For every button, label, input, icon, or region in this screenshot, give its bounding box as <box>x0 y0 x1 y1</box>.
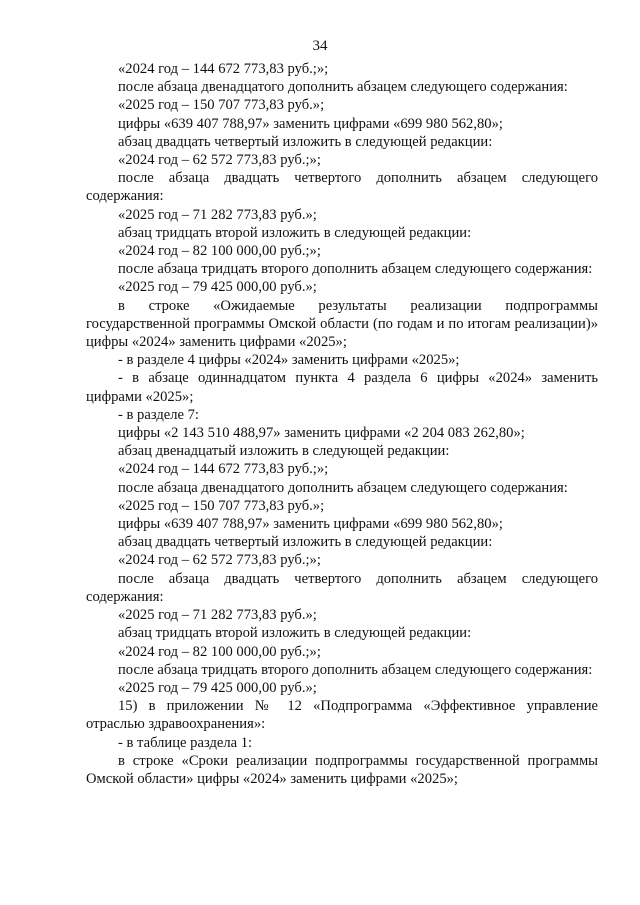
paragraph: в строке «Ожидаемые результаты реализации подпрограммы государственной программы Омской области (по годам и по итогам реализации)» цифры «2024» заменить цифрами «2025»; <box>86 297 598 351</box>
paragraph: абзац двадцать четвертый изложить в следующей редакции: <box>118 534 493 551</box>
paragraph: цифры «639 407 788,97» заменить цифрами «699 980 562,80»; <box>118 516 503 533</box>
paragraph: «2024 год – 144 672 773,83 руб.;»; <box>118 61 329 77</box>
paragraph: «2024 год – 62 572 773,83 руб.;»; <box>118 152 321 169</box>
paragraph: в строке «Сроки реализации подпрограммы государственной программы Омской области» цифры «2024» заменить цифрами «2025»; <box>86 752 598 787</box>
document-body <box>86 60 598 788</box>
paragraph: «2025 год – 150 707 773,83 руб.»; <box>118 497 325 514</box>
paragraph: «2025 год – 150 707 773,83 руб.»; <box>118 97 325 114</box>
paragraph: после абзаца тридцать второго дополнить абзацем следующего содержания: <box>118 661 593 678</box>
paragraph: - в таблице раздела 1: <box>118 734 253 751</box>
paragraph: после абзаца тридцать второго дополнить абзацем следующего содержания: <box>118 261 593 278</box>
paragraph: «2025 год – 79 425 000,00 руб.»; <box>118 679 317 696</box>
paragraph: после абзаца двенадцатого дополнить абзацем следующего содержания: <box>118 79 568 96</box>
paragraph: «2025 год – 79 425 000,00 руб.»; <box>118 279 317 296</box>
paragraph: «2024 год – 62 572 773,83 руб.;»; <box>118 552 321 569</box>
page-number: 34 <box>312 38 328 54</box>
paragraph: после абзаца двадцать четвертого дополнить абзацем следующего содержания: <box>86 170 598 205</box>
paragraph: абзац двадцать четвертый изложить в следующей редакции: <box>118 133 493 150</box>
paragraph: - в разделе 4 цифры «2024» заменить цифрами «2025»; <box>118 352 460 369</box>
paragraph: 15) в приложении № 12 «Подпрограмма «Эффективное управление отраслью здравоохранения»: <box>86 698 598 733</box>
paragraph: цифры «2 143 510 488,97» заменить цифрами «2 204 083 262,80»; <box>118 425 525 442</box>
paragraph: «2024 год – 82 100 000,00 руб.;»; <box>118 243 321 260</box>
paragraph: после абзаца двадцать четвертого дополнить абзацем следующего содержания: <box>86 570 598 605</box>
paragraph: «2024 год – 144 672 773,83 руб.;»; <box>118 461 329 478</box>
paragraph: абзац тридцать второй изложить в следующей редакции: <box>118 224 472 241</box>
paragraph: абзац двенадцатый изложить в следующей редакции: <box>118 443 450 460</box>
paragraph: - в абзаце одиннадцатом пункта 4 раздела 6 цифры «2024» заменить цифрами «2025»; <box>86 370 598 405</box>
paragraph: абзац тридцать второй изложить в следующей редакции: <box>118 625 472 642</box>
paragraph: «2024 год – 82 100 000,00 руб.;»; <box>118 643 321 660</box>
paragraph: после абзаца двенадцатого дополнить абзацем следующего содержания: <box>118 479 568 496</box>
paragraph: «2025 год – 71 282 773,83 руб.»; <box>118 206 317 223</box>
paragraph: «2025 год – 71 282 773,83 руб.»; <box>118 607 317 624</box>
paragraph: цифры «639 407 788,97» заменить цифрами «699 980 562,80»; <box>118 115 503 132</box>
paragraph: - в разделе 7: <box>118 406 199 423</box>
